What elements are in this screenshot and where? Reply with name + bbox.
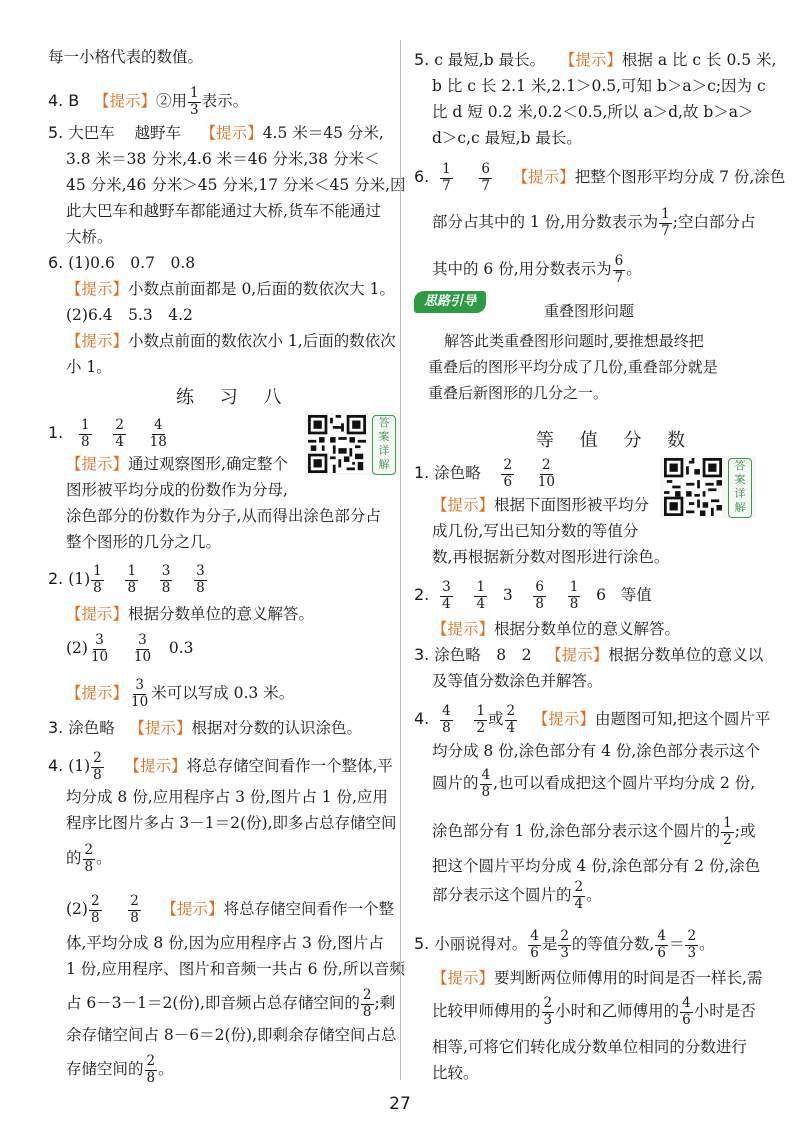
answer-5: 5. 大巴车 越野车 【提示】4.5 米＝45 分米,	[48, 123, 384, 142]
practice-2: 2. (1) $\frac{1}{8}$ $\frac{1}{8}$ $\frac{3}{8}$ $\frac{3}{8}$	[48, 563, 205, 596]
practice-4: 4. $\frac{4}{8}$ $\frac{1}{2}$ 或 $\frac{2}{4}$ 【提示】由题图可知,把这个圆片平	[414, 703, 771, 736]
text-line: 3.8 米＝38 分米,4.6 米＝46 分米,38 分米＜	[66, 150, 380, 168]
text-line: 相等,可将它们转化成分数单位相同的分数进行	[432, 1038, 747, 1056]
qr-pattern-icon	[664, 458, 722, 516]
answer-6: 6. $\frac{1}{7}$ $\frac{6}{7}$ 【提示】把整个图形平均分成 7 份,涂色	[414, 161, 786, 194]
hint-line: 【提示】小数点前面的数依次小 1,后面的数依次	[66, 332, 396, 350]
hint-line: 【提示】根据分数单位的意义解答。	[66, 605, 315, 623]
fraction: $\frac{3}{10}$	[90, 632, 109, 665]
guide-text: 解答此类重叠图形问题时,要推想最终把	[444, 332, 704, 350]
fraction: $\frac{1}{8}$	[127, 563, 137, 596]
hint-line: 【提示】 $\frac{3}{10}$ 米可以写成 0.3 米。	[66, 677, 295, 710]
practice-1: 1. $\frac{1}{8}$ $\frac{2}{4}$ $\frac{4}{18}$	[48, 417, 167, 450]
answer-4: 4. B 【提示】②用 $\frac{1}{3}$ 表示。	[48, 85, 249, 118]
qr-code-icon[interactable]	[660, 456, 756, 518]
text-line: 每一小格代表的数值。	[48, 48, 204, 66]
fraction: $\frac{2}{4}$	[115, 417, 124, 450]
text-line: 45 分米,46 分米＞45 分米,17 分米＜45 分米,因	[66, 176, 406, 194]
hint-label: 【提示】	[93, 92, 156, 110]
text-line: 涂色部分有 1 份,涂色部分表示这个圆片的 $\frac{1}{2}$ ;或	[432, 815, 756, 848]
answer-detail-tag: 答 案 详 解	[728, 458, 752, 518]
fraction: $\frac{3}{8}$	[161, 563, 171, 596]
answer-detail-tag: 答 案 详 解	[372, 415, 396, 475]
fraction: $\frac{1}{8}$	[569, 579, 579, 612]
text-line: 均分成 8 份,涂色部分有 4 份,涂色部分表示这个	[432, 742, 761, 760]
text-line: 存储空间的 $\frac{2}{8}$ 。	[66, 1053, 174, 1086]
fraction: $\frac{3}{4}$	[442, 579, 451, 612]
hint-line: 【提示】根据分数单位的意义解答。	[432, 620, 681, 638]
text-line: (2) $\frac{2}{8}$ $\frac{2}{8}$ 【提示】将总存储空间看作一个整	[66, 893, 395, 926]
fraction: $\frac{2}{10}$	[537, 457, 555, 490]
page-number: 27	[389, 1094, 411, 1114]
fraction: $\frac{4}{6}$	[657, 928, 666, 961]
fraction: $\frac{4}{6}$	[530, 928, 539, 961]
text-line: d＞c,c 最短,b 最长。	[432, 129, 582, 147]
text-line: b 比 c 长 2.1 米,2.1＞0.5,可知 b＞a＞c;因为 c	[432, 77, 766, 95]
text-line: 比较。	[432, 1064, 479, 1082]
text-line: 大桥。	[66, 228, 113, 246]
text-line: 其中的 6 份,用分数表示为 $\frac{6}{7}$ 。	[432, 253, 642, 286]
practice-3: 3. 涂色略 【提示】根据对分数的认识涂色。	[48, 718, 363, 737]
text-line: 及等值分数涂色并解答。	[432, 672, 603, 690]
hint-line: 【提示】要判断两位师傅用的时间是否一样长,需	[432, 969, 763, 987]
fraction: $\frac{2}{6}$	[503, 457, 513, 490]
thinking-guide-badge: 思路引导	[414, 291, 486, 313]
text-line: 比 d 短 0.2 米,0.2＜0.5,所以 a＞d,故 b＞a＞	[432, 103, 754, 121]
fraction: $\frac{2}{8}$	[146, 1053, 156, 1086]
text-line: 均分成 8 份,应用程序占 3 份,图片占 1 份,应用	[66, 788, 388, 806]
practice-4: 4. (1) $\frac{2}{8}$ 【提示】将总存储空间看作一个整体,平	[48, 750, 393, 783]
text-line: 体,平均分成 8 份,因为应用程序占 3 份,图片占	[66, 934, 384, 952]
fraction: $\frac{1}{2}$	[476, 703, 486, 736]
fraction: $\frac{3}{8}$	[196, 563, 205, 596]
hint-line: 【提示】小数点前面都是 0,后面的数依次大 1。	[66, 280, 396, 298]
fraction: $\frac{2}{8}$	[362, 987, 372, 1020]
practice-5: 5. 小丽说得对。 $\frac{4}{6}$ 是 $\frac{2}{3}$ 的等值分数, $\frac{4}{6}$ ＝ $\frac{2}{3}$ 。	[414, 928, 715, 961]
fraction: $\frac{6}{7}$	[614, 253, 624, 286]
text-line: 圆片的 $\frac{4}{8}$ ,也可以看成把这个圆片平均分成 2 份,	[432, 767, 756, 800]
guide-text: 重叠后的图形平均分成了几份,重叠部分就是	[428, 358, 718, 376]
fraction: $\frac{1}{7}$	[442, 161, 451, 194]
section-title: 练 习 八	[176, 387, 292, 408]
answer-5: 5. c 最短,b 最长。 【提示】根据 a 比 c 长 0.5 米,	[414, 50, 777, 69]
text-line: 的 $\frac{2}{8}$ 。	[66, 842, 112, 875]
fraction: $\frac{6}{8}$	[535, 579, 544, 612]
fraction: $\frac{2}{4}$	[574, 879, 584, 912]
hint-line: 【提示】根据下面图形被平均分	[432, 496, 650, 514]
fraction: $\frac{2}{8}$	[93, 750, 102, 783]
fraction: $\frac{3}{10}$	[133, 632, 152, 665]
qr-code-icon[interactable]	[304, 413, 400, 475]
text-line: 数,再根据新分数对图形进行涂色。	[432, 548, 670, 566]
guide-text: 重叠后新图形的几分之一。	[428, 384, 609, 402]
text-line: 涂色部分的份数作为分子,从而得出涂色部分占	[66, 507, 381, 525]
fraction: $\frac{2}{3}$	[543, 995, 553, 1028]
fraction: $\frac{4}{8}$	[481, 767, 491, 800]
fraction: $\frac{1}{4}$	[476, 579, 486, 612]
text-line: 成几份,写出已知分数的等值分	[432, 522, 639, 540]
fraction: $\frac{2}{8}$	[84, 842, 94, 875]
text-line: (2)6.4 5.3 4.2	[66, 306, 193, 324]
text-line: 此大巴车和越野车都能通过大桥,货车不能通过	[66, 202, 381, 220]
answer-6: 6. (1)0.6 0.7 0.8	[48, 253, 196, 272]
fraction: $\frac{1}{7}$	[661, 206, 670, 239]
qr-pattern-icon	[308, 415, 366, 473]
text-line: 1 份,应用程序、图片和音频一共占 6 份,所以音频	[66, 960, 405, 978]
text-line: 余存储空间占 8－6＝2(份),即剩余存储空间占总	[66, 1026, 397, 1044]
fraction: $\frac{4}{18}$	[149, 417, 167, 450]
fraction: $\frac{2}{4}$	[506, 703, 516, 736]
text-line: 图形被平均分成的份数作为分母,	[66, 481, 288, 499]
fraction: $\frac{4}{8}$	[442, 703, 451, 736]
text-line: 整个图形的几分之几。	[66, 533, 222, 551]
fraction: $\frac{2}{8}$	[130, 893, 139, 926]
text-line: 把这个圆片平均分成 4 份,涂色部分有 2 份,涂色	[432, 857, 761, 875]
text-line: 比较甲师傅用的 $\frac{2}{3}$ 小时和乙师傅用的 $\frac{4}{6}$ 小时是否	[432, 995, 756, 1028]
practice-1: 1. 涂色略 $\frac{2}{6}$ $\frac{2}{10}$	[414, 457, 555, 490]
text-line: (2) $\frac{3}{10}$ $\frac{3}{10}$ 0.3	[66, 632, 194, 665]
fraction: $\frac{2}{3}$	[560, 928, 569, 961]
fraction: $\frac{3}{10}$	[131, 677, 149, 710]
fraction: $\frac{1}{2}$	[723, 815, 732, 848]
text-line: 部分表示这个圆片的 $\frac{2}{4}$ 。	[432, 879, 602, 912]
fraction: $\frac{4}{6}$	[682, 995, 691, 1028]
hint-label: 【提示】	[200, 124, 263, 142]
section-title: 等 值 分 数	[536, 430, 696, 451]
text-line: 占 6－3－1＝2(份),即音频占总存储空间的 $\frac{2}{8}$ ;剩	[66, 987, 396, 1020]
hint-line: 【提示】通过观察图形,确定整个	[66, 455, 288, 473]
fraction: $\frac{1}{8}$	[81, 417, 90, 450]
box-title: 重叠图形问题	[544, 302, 635, 320]
practice-3: 3. 涂色略 8 2 【提示】根据分数单位的意义以	[414, 645, 764, 664]
fraction: $\frac{1}{3}$	[190, 85, 199, 118]
text-line: 部分占其中的 1 份,用分数表示为 $\frac{1}{7}$ ;空白部分占	[432, 206, 756, 239]
practice-2: 2. $\frac{3}{4}$ $\frac{1}{4}$ 3 $\frac{6}{8}$ $\frac{1}{8}$ 6 等值	[414, 579, 652, 612]
text-line: 程序比图片多占 3－1＝2(份),即多占总存储空间	[66, 814, 397, 832]
fraction: $\frac{1}{8}$	[93, 563, 102, 596]
text-line: 小 1。	[66, 358, 112, 376]
fraction: $\frac{2}{3}$	[687, 928, 697, 961]
fraction: $\frac{6}{7}$	[481, 161, 490, 194]
fraction: $\frac{2}{8}$	[90, 893, 100, 926]
column-divider	[400, 40, 401, 1080]
